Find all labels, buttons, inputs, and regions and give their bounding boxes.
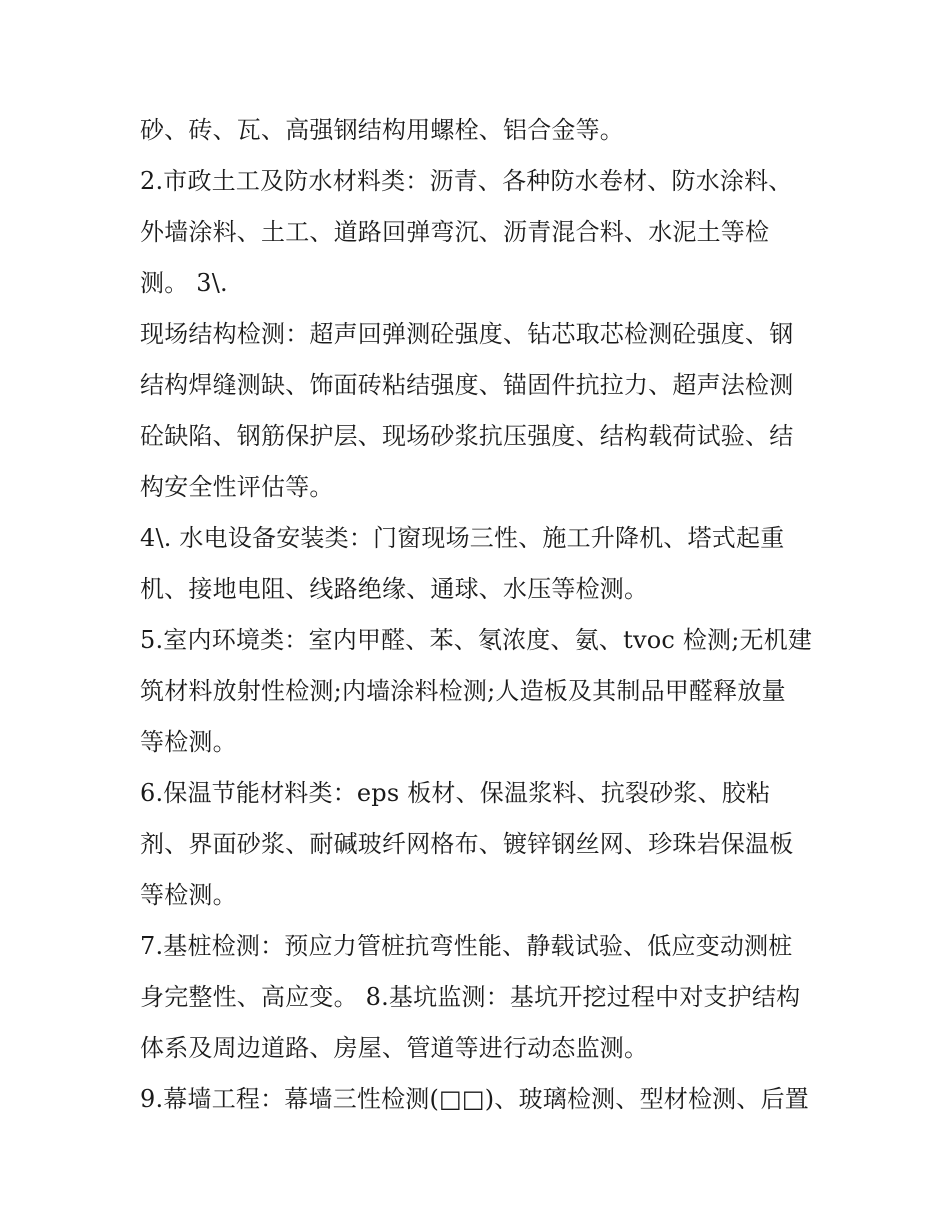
text-line: 现场结构检测：超声回弹测砼强度、钻芯取芯检测砼强度、钢 — [140, 320, 794, 348]
text-line: 9.幕墙工程：幕墙三性检测(□□)、玻璃检测、型材检测、后置 — [140, 1085, 809, 1113]
document-body — [140, 105, 820, 1125]
text-line: 剂、界面砂浆、耐碱玻纤网格布、镀锌钢丝网、珍珠岩保温板 — [140, 830, 794, 858]
text-line: 2.市政土工及防水材料类：沥青、各种防水卷材、防水涂料、 — [140, 167, 793, 195]
text-line: 4\. 水电设备安装类：门窗现场三性、施工升降机、塔式起重 — [140, 524, 785, 552]
text-line: 5.室内环境类：室内甲醛、苯、氡浓度、氨、tvoc 检测;无机建 — [140, 626, 813, 654]
text-line: 等检测。 — [140, 881, 237, 909]
text-line: 测。 3\. — [140, 269, 228, 297]
text-line: 结构焊缝测缺、饰面砖粘结强度、锚固件抗拉力、超声法检测 — [140, 371, 794, 399]
text-line: 砼缺陷、钢筋保护层、现场砂浆抗压强度、结构载荷试验、结 — [140, 422, 794, 450]
text-line: 筑材料放射性检测;内墙涂料检测;人造板及其制品甲醛释放量 — [140, 677, 786, 705]
text-line: 身完整性、高应变。 8.基坑监测：基坑开挖过程中对支护结构 — [140, 983, 801, 1011]
text-line: 机、接地电阻、线路绝缘、通球、水压等检测。 — [140, 575, 649, 603]
text-line: 外墙涂料、土工、道路回弹弯沉、沥青混合料、水泥土等检 — [140, 218, 770, 246]
text-line: 砂、砖、瓦、高强钢结构用螺栓、铝合金等。 — [140, 116, 624, 144]
text-line: 构安全性评估等。 — [140, 473, 334, 501]
text-line: 6.保温节能材料类：eps 板材、保温浆料、抗裂砂浆、胶粘 — [140, 779, 771, 807]
text-line: 等检测。 — [140, 728, 237, 756]
text-line: 体系及周边道路、房屋、管道等进行动态监测。 — [140, 1034, 649, 1062]
text-line: 7.基桩检测：预应力管桩抗弯性能、静载试验、低应变动测桩 — [140, 932, 793, 960]
